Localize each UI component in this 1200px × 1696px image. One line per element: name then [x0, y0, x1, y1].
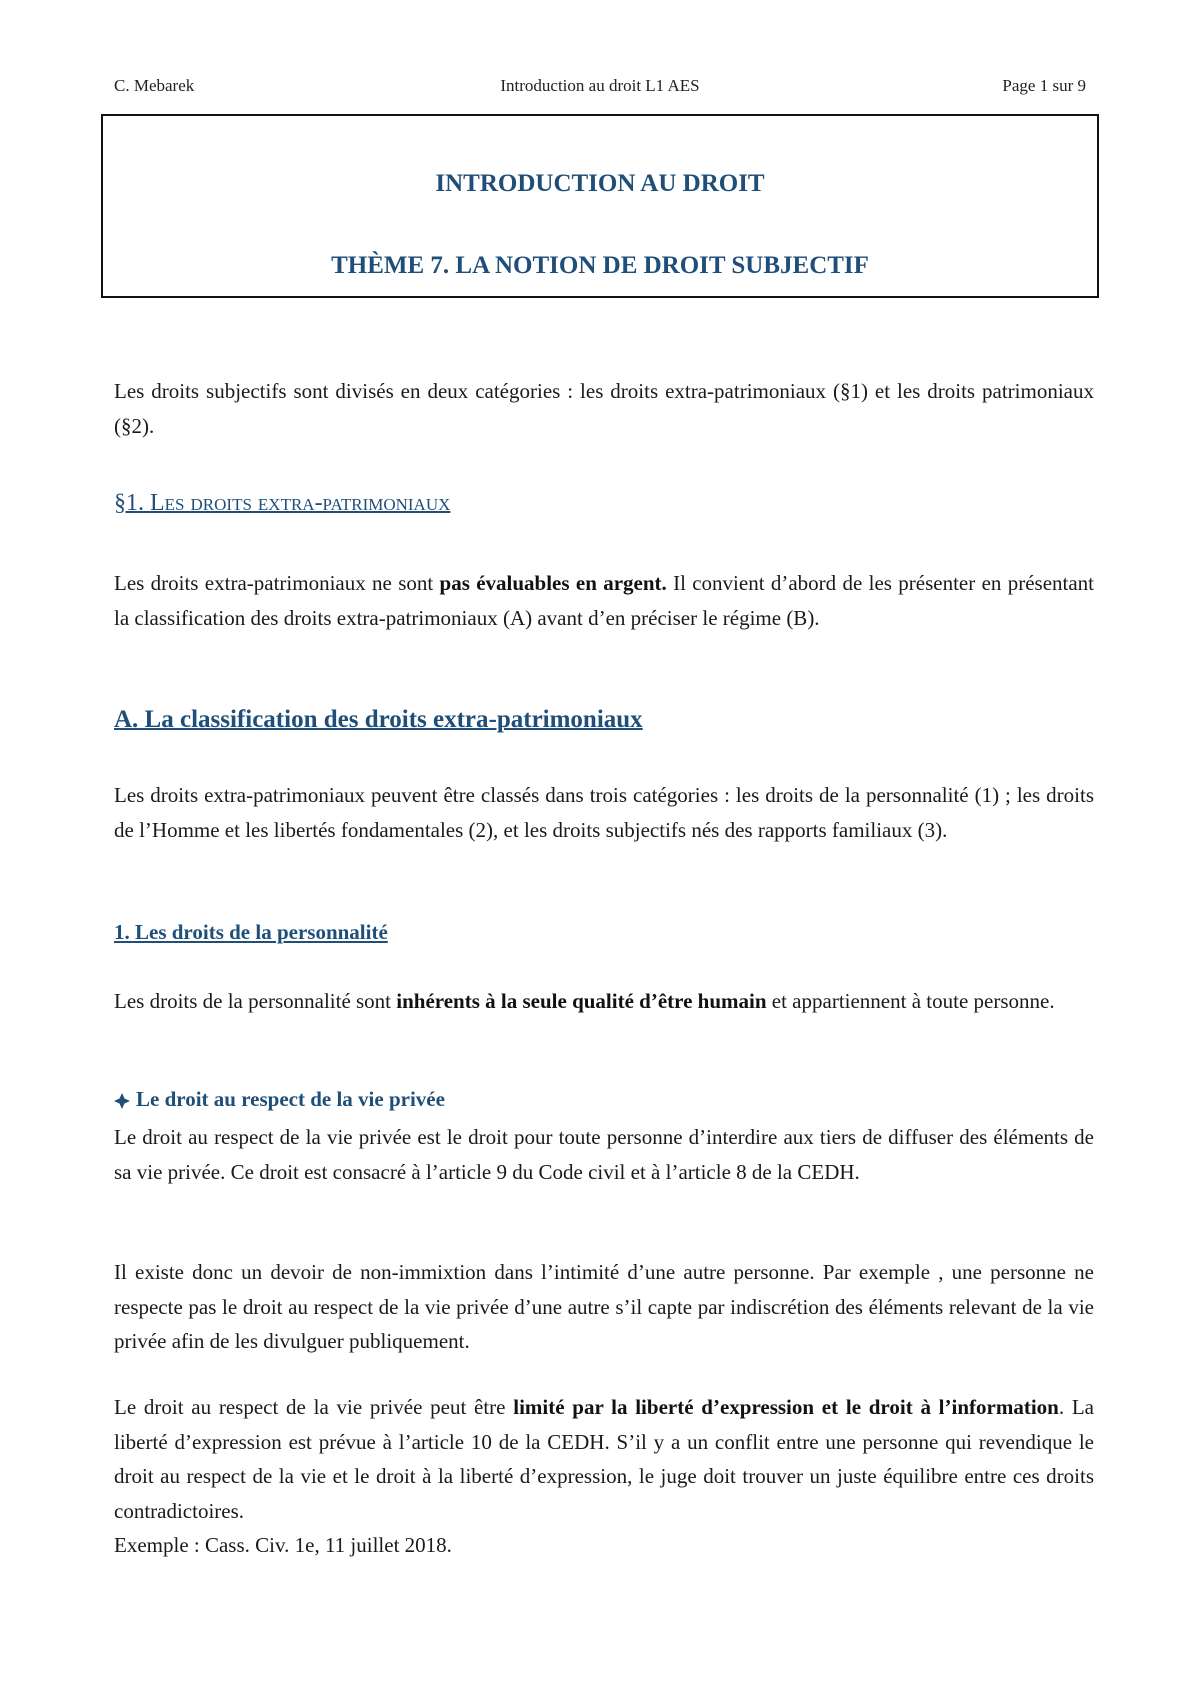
- vie-privee-example: Exemple : Cass. Civ. 1e, 11 juillet 2018.: [114, 1533, 452, 1557]
- document-title: INTRODUCTION AU DROIT: [435, 170, 765, 197]
- intro-paragraph: [114, 374, 1094, 443]
- subsection-1-text-bold: inhérents à la seule qualité d’être humain: [396, 989, 767, 1013]
- vie-privee-text-3b: . La liberté d’expression est prévue à l’article 10 de la CEDH. S’il y a un conflit entre une personne qui revendique le droit au respect de la vie et le droit à la liberté d’expression, le juge doit trouver un juste équilibre entre ces droits contradictoires.: [114, 1395, 1094, 1523]
- vie-privee-text-3-bold: limité par la liberté d’expression et le droit à l’information: [513, 1395, 1059, 1419]
- section-1-title: es droits extra-patrimoniaux: [164, 490, 451, 516]
- vie-privee-text-3a: Le droit au respect de la vie privée peut être: [114, 1395, 514, 1419]
- document-theme-title: THÈME 7. LA NOTION DE DROIT SUBJECTIF: [331, 252, 869, 279]
- subsection-1-text-a: Les droits de la personnalité sont: [114, 989, 397, 1013]
- vie-privee-title: Le droit au respect de la vie privée: [136, 1087, 445, 1111]
- section-1-text-a: Les droits extra-patrimoniaux ne sont: [114, 571, 440, 595]
- title-box: [101, 114, 1099, 298]
- section-a-paragraph: [114, 778, 1094, 847]
- vie-privee-paragraph-3: [114, 1390, 1094, 1563]
- vie-privee-heading: [114, 1087, 445, 1112]
- subsection-1-heading: 1. Les droits de la personnalité: [114, 920, 388, 944]
- section-1-paragraph: [114, 566, 1094, 635]
- header-page-number: Page 1 sur 9: [1002, 76, 1086, 95]
- section-1-number: §1. L: [114, 490, 165, 516]
- section-a-text: Les droits extra-patrimoniaux peuvent être classés dans trois catégories : les droits de la personnalité (1) ; les droits de l’Homme et les libertés fondamentales (2), et les droits subjectifs nés des rapports familiaux (3).: [114, 783, 1094, 842]
- vie-privee-text-2: Il existe donc un devoir de non-immixtion dans l’intimité d’une autre personne. Par exemple , une personne ne respecte pas le droit au respect de la vie privée d’une autre s’il capte par indiscrétion des éléments relevant de la vie privée afin de les divulguer publiquement.: [114, 1260, 1094, 1353]
- vie-privee-paragraph-2: [114, 1255, 1094, 1359]
- vie-privee-text-1: Le droit au respect de la vie privée est le droit pour toute personne d’interdire aux tiers de diffuser des éléments de sa vie privée. Ce droit est consacré à l’article 9 du Code civil et à l’article 8 de la CEDH.: [114, 1125, 1094, 1184]
- section-a-heading: A. La classification des droits extra-patrimoniaux: [114, 706, 643, 733]
- section-1-text-b: Il convient d’abord de les présenter en présentant la classification des droits extra-patrimoniaux (A) avant d’en préciser le régime (B).: [114, 571, 1095, 630]
- intro-text: Les droits subjectifs sont divisés en deux catégories : les droits extra-patrimoniaux (§1) et les droits patrimoniaux (§2).: [114, 379, 1094, 438]
- vie-privee-paragraph-1: [114, 1120, 1094, 1189]
- subsection-1-text-b: et appartiennent à toute personne.: [766, 989, 1055, 1013]
- section-1-heading: [114, 490, 450, 517]
- header-author: C. Mebarek: [114, 76, 195, 95]
- section-1-text-bold: pas évaluables en argent.: [439, 571, 667, 595]
- diamond-bullet-icon: [114, 1090, 130, 1106]
- subsection-1-paragraph: [114, 984, 1094, 1019]
- header-course: Introduction au droit L1 AES: [500, 76, 700, 95]
